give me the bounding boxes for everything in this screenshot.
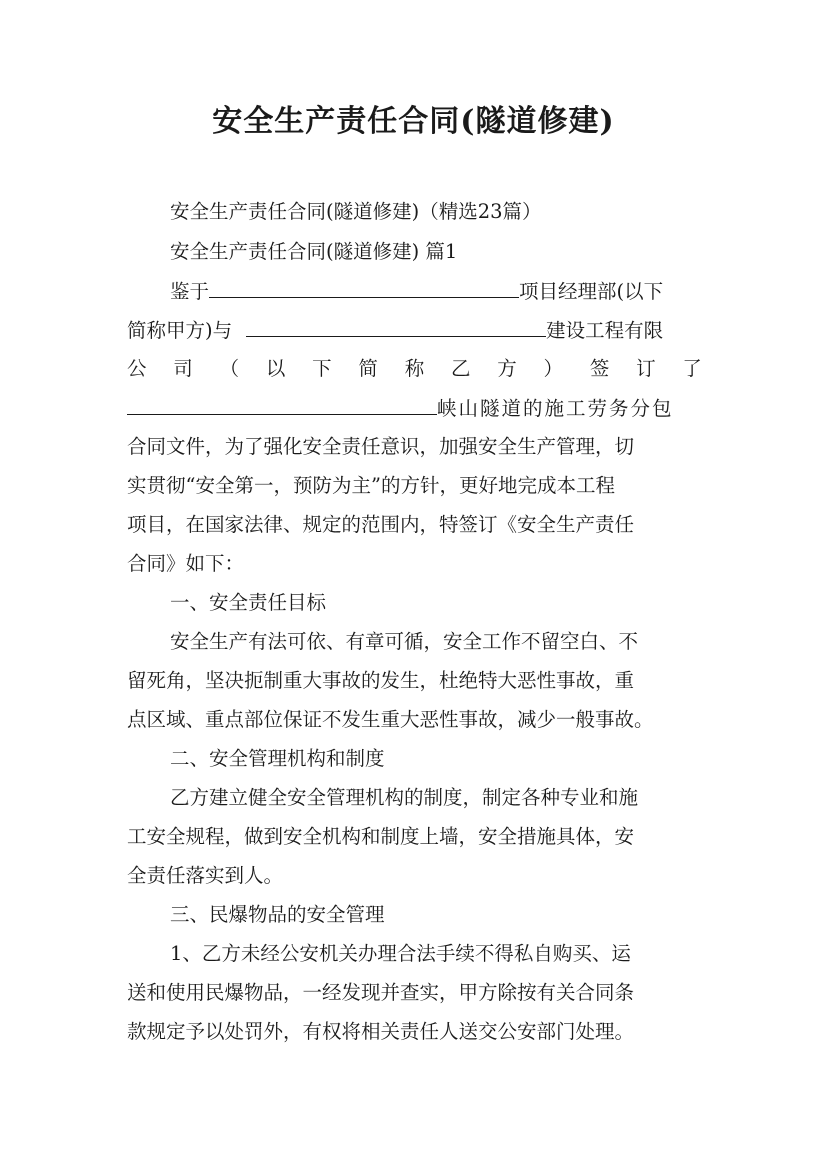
section-heading: 三、民爆物品的安全管理 xyxy=(170,903,385,926)
paragraph-line: 乙方建立健全安全管理机构的制度，制定各种专业和施 xyxy=(170,786,639,809)
paragraph-line: 安全生产有法可依、有章可循，安全工作不留空白、不 xyxy=(170,630,639,653)
spread-char: 订 xyxy=(636,357,656,380)
paragraph-line: 送和使用民爆物品，一经发现并查实，甲方除按有关合同条 xyxy=(127,981,635,1004)
paragraph-text: 建设工程有限 xyxy=(546,319,664,342)
paragraph-line: 工安全规程，做到安全机构和制度上墙，安全措施具体，安 xyxy=(127,825,635,848)
paragraph-text: 鉴于 xyxy=(170,280,210,303)
spread-char: （ xyxy=(219,357,240,380)
paragraph-text: 峡山隧道的施工劳务分包 xyxy=(437,397,674,420)
paragraph-text: 项目经理部(以下 xyxy=(519,280,664,303)
spread-char: 签 xyxy=(589,357,610,380)
spread-char: 下 xyxy=(312,357,332,380)
paragraph-line: 合同文件，为了强化安全责任意识，加强安全生产管理，切 xyxy=(127,435,635,458)
paragraph-line xyxy=(127,277,702,306)
paragraph-line-spread xyxy=(127,355,702,383)
document-title: 安全生产责任合同(隧道修建) xyxy=(212,104,615,139)
paragraph-line: 全责任落实到人。 xyxy=(127,864,284,887)
paragraph-line: 合同》如下： xyxy=(127,552,245,575)
paragraph-line: 留死角，坚决扼制重大事故的发生，杜绝特大恶性事故，重 xyxy=(127,669,635,692)
spread-char: 公 xyxy=(127,357,147,380)
spread-char: 了 xyxy=(682,357,702,380)
spread-char: 司 xyxy=(173,357,193,380)
fill-blank xyxy=(209,277,519,298)
section-heading: 一、安全责任目标 xyxy=(170,591,327,614)
paragraph-text: 简称甲方)与 xyxy=(127,319,233,342)
spread-char: 方 xyxy=(497,357,517,380)
paragraph-line: 1、乙方未经公安机关办理合法手续不得私自购买、运 xyxy=(170,942,631,965)
paragraph-line xyxy=(127,316,702,345)
spread-char: 称 xyxy=(404,357,425,380)
section-heading: 安全生产责任合同(隧道修建) 篇1 xyxy=(170,240,458,263)
subtitle-line: 安全生产责任合同(隧道修建)（精选23篇） xyxy=(170,200,542,223)
spread-char: ） xyxy=(543,357,564,380)
paragraph-line xyxy=(127,394,702,423)
spread-char: 乙 xyxy=(450,357,471,380)
paragraph-line: 款规定予以处罚外，有权将相关责任人送交公安部门处理。 xyxy=(127,1020,635,1043)
paragraph-line: 项目，在国家法律、规定的范围内，特签订《安全生产责任 xyxy=(127,513,635,536)
section-heading: 二、安全管理机构和制度 xyxy=(170,747,385,770)
fill-blank xyxy=(246,316,546,337)
paragraph-line: 实贯彻“安全第一，预防为主”的方针，更好地完成本工程 xyxy=(127,474,615,497)
spread-char: 以 xyxy=(265,357,286,380)
paragraph-line: 点区域、重点部位保证不发生重大恶性事故，减少一般事故。 xyxy=(127,708,654,731)
spread-char: 简 xyxy=(358,357,378,380)
fill-blank xyxy=(127,394,437,415)
